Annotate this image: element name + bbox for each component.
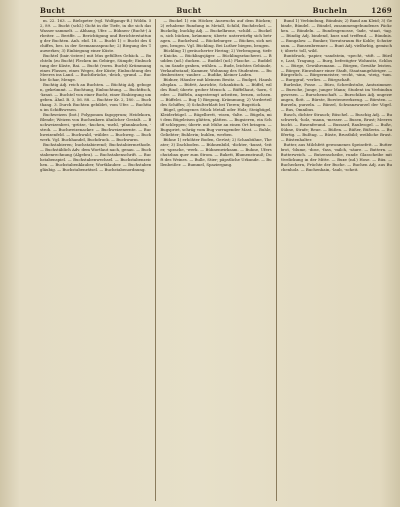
column-separator <box>155 19 156 501</box>
entry-paragraph: Burleske, Posse. — Büro, Schreibstube, Amtszimmer. — Bursche, Junge, junger Mann; Student im Verbindungswesen. — Burschenschaft. — Burschikos Adj. ungezwungen, flott. — Bürste, Borstenwerkzeug. — Bürsten. — Burzeln, purzeln. — Bürzel, Schwanzwurzel der Vögel. — Bus, Omnibus. <box>280 82 392 113</box>
text-columns <box>40 19 392 501</box>
entry-paragraph: — Buckel 1) ein Höcker, Auswuchs auf dem Rücken; 2) erhabene Rundung in Metall, Schild, Buchdeckel. — Buckelig, bucklig Adj. — Buckelkrone, -schild. — Buckeln, sich bücken, krümmen; übertr. unterwürfig sich betragen. — Buckelwal. — Bückeburger. — Bücken, sich neigen, beugen. Vgl. Bückling. Bei Luther biegen, beugen. <box>160 19 272 48</box>
page-number: 1269 <box>371 6 392 15</box>
header-left-word: Bucht <box>40 6 66 15</box>
entry-paragraph: Busch, dichter Strauch; Büschel. — Buschig Adj. — Buschwerk, -holz, -mann, -messer. — Busen, Brust; Meeresbucht. — Busenfreund. — Bussard, Raubvogel. — Buße, Sühne, Strafe; Reue. — Büßen. — Büßer, Büßerin. — Bußfertig. — Bußtag. — Büste, Brustbild; weibliche Brust. — Büstenhalter. <box>280 112 392 142</box>
column-separator <box>276 19 277 501</box>
entry-paragraph: Bückling 1) geräucherter Hering; 2) Verbeugung, tiefer Knicks. — Bücklingsjäger. — Bücklingsräucherei. — Budden (nd.) ducken. — Buddel (nd.) Flasche. — Buddeln, im Sande graben, wühlen. — Bude, leichtes Gebäude, Verkaufsstand; Kammer, Wohnung des Studenten. — Budenbesitzer, -zauber. — Budike, kleiner Laden. <box>160 47 272 78</box>
header-center-word: Bucht <box>176 6 202 15</box>
header-right-group <box>313 6 392 15</box>
header-rule <box>40 16 392 17</box>
entry-paragraph: Buntdruck, -papier, -sandstein, -specht, -stift. — Bürde, Last, Tragung. — Burg, befestigter Wohnsitz, Schloss. — Bürge, Gewährsmann. — Bürgen, Gewähr leisten. — Bürger, Einwohner einer Stadt, Staatsangehöriger. — Bürgerlich. — Bürgermeister, -recht, -sinn, -steig, -tum. — Burggraf, -verlies. — Bürgschaft. <box>280 52 392 83</box>
entry-paragraph: Bund 1) Verbindung, Bündnis; 2) Band am Kleid; 3) Gebinde, Bündel. — Bündel, zusammengebundenes Päckchen. — Bündeln. — Bundesgenosse, -lade, -staat, -tag. — Bündig Adj. bindend, kurz und treffend. — Bündnis. — Bungalow. — Bunker, Vorratsraum für Kohle; Schutzraum. — Bunsenbrenner. — Bunt Adj. vielfarbig, gemischt; übertr. toll, wild. <box>280 19 392 53</box>
column-right <box>281 19 392 501</box>
entry-paragraph: Bühne 1) erhöhter Boden, Gerüst; 2) Schaubühne, Theater; 3) Dachboden. — Bühnenbild, -dichter, -kunst, -leiter, -sprache, -werk. — Bühnenwirksam. — Buhne, Uferschutzbau quer zum Strom. — Bukett, Blumenstrauß; Duft des Weines. — Bulle, Stier; päpstliche Urkunde. — Bullenbeißer. — Bummel, Spaziergang. <box>160 136 272 167</box>
column-left <box>40 19 151 501</box>
entry-paragraph: Bügel, gebogenes Stück Metall oder Holz; Steigbügel, Kleiderbügel. — Bügelbrett, -eisen, -falte. — Bügeln, mit dem Bügeleisen glätten, plätten. — Bugsieren, ein Schiff schleppen; übertr. mit Mühe an einen Ort bringen. — Bugspriet, schräg vom Bug vorragender Mast. — Buhle, Geliebter; Buhlerin; buhlen, werben. <box>160 107 272 137</box>
entry-paragraph: Buchweizen (bot.) Polygonum fagopyrum; Heidekorn, Blende; Weizen von Buchenkern ähnlicher Gestalt. — Buchweizenbrei, -grütze, -kuchen, -mehl, -pfannkuchen, -stroh. — Buchweizenacker. — Buchweizenernte. — Buchweizenfeld. — Buchwald, -wälder. — Buchweg. — Buchwerk. Vgl. Buchhandel, Buchdruck. — Buchwurm. <box>40 112 152 142</box>
entry-paragraph: Buchtig Adj. reich an Buchten. — Büchtig Adj. gebogen, gekrümmt. — Buchtung, Einbuchtung. — Buchtfisch, -kraut. — Buchtel von einer Bucht, einer Einbiegung umgeben. Ähnl. B. 3, 56. 88. — Buchter Kr. 2, 180. — Buchthang. 3. Durch Buchten gebildet, vom Ufer. — Buchttau im Schiffswesen. <box>40 82 152 113</box>
entry-paragraph: Buchstabieren; buchstabierend; Buchstabiermethode. — Buchstäblich Adv. dem Wortlaut nach, genau. — Buchstabenrechnung (Algebra). — Buchstabenschrift. — Buchstabenspiel. — Buchstabenwechsel. — Buchstabenzeichen. — Buchstabenklauber, Wortklauber. — Buchstabengläubig. — Buchstabenrätsel. — Buchstabenordnung. <box>40 141 152 172</box>
entry-paragraph: m. 22. 163. — Bielspeter (vgl. Wolfgangs-B.) Wöldn. 52, 89. — Bucht (schl.) Gicht in die Tiefe, in die sich das Wasser sammelt. — Abhang, Ufer. — Bühnen- (Bucht-) Arbeiter. — Beriffe. — Berichtigung und Berichterstattung der Buchten. Anh. ebd. 18. — Bucht 1) = Bucht des Schiffes, bes. in der Seemannssprache; 2) Biegung des Tauwerkes; 3) Einbiegung einer Küste. <box>40 19 152 53</box>
entry-paragraph: Buchtel (bair.-österr.) mit Mus gefülltes Gebäck. — Buchteln (zu Bucht) Flecken im Gebirge, Sümpfe; Einbuchtung der Küste, Bai. — Bucht (vorm. Bucht) Krümmung eines Flusses, eines Weges, der Küste; Einbuchtung des Meeres ins Land. — Buchtbrücke, -deich, -grund. — Buchte Schar, Menge. <box>40 52 152 83</box>
header-right-word: Bucheln <box>312 6 348 15</box>
entry-paragraph: Butter, aus Milchfett gewonnenes Speisefett. — Butterbrot, -blume, -dose, -fass, -milch, -säure. — Buttern. — Butterweich. — Butzenscheibe, runde Glasscheibe mit Verdickung in der Mitte. — Buxe (nd.) Hose. — Büx. — Bucheckern, Früchte der Buche. — Buchen Adj. aus Buchenholz. — Buchenhain, -laub, -scheit. <box>280 141 392 172</box>
entry-paragraph: Büdner, Häusler mit kleinem Besitz. — Budget, Haushaltsplan. — Büfett, Anrichte, Schanktisch. — Büffel, wildes Rind; übertr. grober Mensch. — Büffelhaut, -horn, -leder. — Büffeln, angestrengt arbeiten, lernen, ochsen. — Büffelei. — Bug 1) Biegung, Krümmung; 2) Vorderteil des Schiffes; 3) Schulterblatt bei Tieren; Bugstück. <box>160 77 272 108</box>
column-middle <box>160 19 271 501</box>
